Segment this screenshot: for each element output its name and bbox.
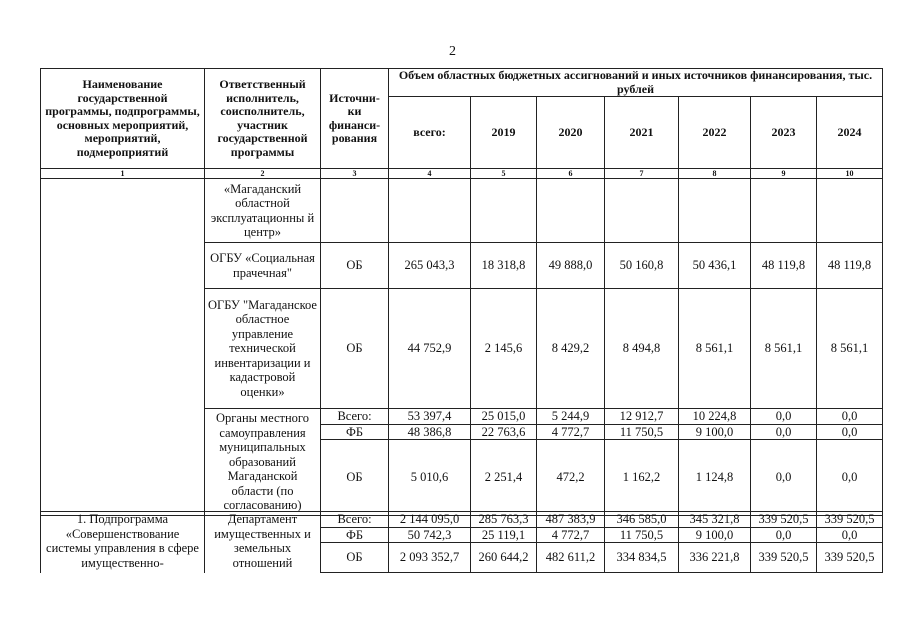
header-volume: Объем областных бюджетных ассигнований и иных источников финансирования, тыс. рублей [389,69,883,97]
value-cell: 334 834,5 [605,543,679,573]
value-cell: 48 386,8 [389,424,471,440]
value-cell: 339 520,5 [817,512,883,528]
value-cell: 10 224,8 [679,409,751,425]
value-cell: 0,0 [817,409,883,425]
header-year-2022: 2022 [679,97,751,169]
header-responsible: Ответственный исполнитель, соисполнитель, участник государственной программы [205,69,321,169]
value-cell: 8 561,1 [817,289,883,409]
value-cell: 2 144 095,0 [389,512,471,528]
value-cell: 44 752,9 [389,289,471,409]
value-cell: 0,0 [751,440,817,516]
value-cell: 2 093 352,7 [389,543,471,573]
value-cell: 25 015,0 [471,409,537,425]
value-cell: 4 772,7 [537,424,605,440]
value-cell: 339 520,5 [751,512,817,528]
value-cell: 487 383,9 [537,512,605,528]
col-number: 8 [679,169,751,179]
value-cell: 53 397,4 [389,409,471,425]
executor-cell: Департамент имущественных и земельных отношений [205,512,321,573]
source-cell: ФБ [321,527,389,543]
value-cell: 2 251,4 [471,440,537,516]
table-row [41,512,883,528]
source-cell: ОБ [321,543,389,573]
value-cell: 265 043,3 [389,243,471,289]
header-year-2024: 2024 [817,97,883,169]
col-number: 5 [471,169,537,179]
value-cell: 11 750,5 [605,527,679,543]
col-number: 1 [41,169,205,179]
header-source: Источни-ки финанси-рования [321,69,389,169]
header-year-2021: 2021 [605,97,679,169]
value-cell: 18 318,8 [471,243,537,289]
value-cell: 4 772,7 [537,527,605,543]
source-cell: Всего: [321,512,389,528]
source-cell: ОБ [321,243,389,289]
value-cell: 0,0 [751,424,817,440]
value-cell: 0,0 [751,409,817,425]
value-cell: 336 221,8 [679,543,751,573]
value-cell: 0,0 [751,527,817,543]
value-cell: 285 763,3 [471,512,537,528]
value-cell: 482 611,2 [537,543,605,573]
value-cell: 5 244,9 [537,409,605,425]
value-cell: 0,0 [817,440,883,516]
value-cell: 339 520,5 [817,543,883,573]
value-cell: 8 494,8 [605,289,679,409]
value-cell: 339 520,5 [751,543,817,573]
value-cell: 50 160,8 [605,243,679,289]
header-year-2023: 2023 [751,97,817,169]
value-cell: 12 912,7 [605,409,679,425]
value-cell: 260 644,2 [471,543,537,573]
value-cell: 1 162,2 [605,440,679,516]
col-number: 4 [389,169,471,179]
value-cell: 345 321,8 [679,512,751,528]
value-cell: 50 742,3 [389,527,471,543]
executor-cell: ОГБУ «Социальная прачечная" [205,243,321,289]
value-cell: 5 010,6 [389,440,471,516]
col-number: 10 [817,169,883,179]
value-cell: 8 561,1 [751,289,817,409]
executor-cell: ОГБУ "Магаданское областное управление технической инвентаризации и кадастровой оценки» [205,289,321,409]
col-number: 2 [205,169,321,179]
value-cell: 2 145,6 [471,289,537,409]
source-cell: ФБ [321,424,389,440]
header-year-2020: 2020 [537,97,605,169]
col-number: 3 [321,169,389,179]
value-cell: 48 119,8 [751,243,817,289]
budget-table [40,68,883,516]
budget-table-continued [40,511,883,573]
value-cell: 49 888,0 [537,243,605,289]
value-cell: 8 429,2 [537,289,605,409]
value-cell: 472,2 [537,440,605,516]
value-cell: 9 100,0 [679,424,751,440]
value-cell: 8 561,1 [679,289,751,409]
source-cell: Всего: [321,409,389,425]
value-cell: 22 763,6 [471,424,537,440]
value-cell: 1 124,8 [679,440,751,516]
source-cell: ОБ [321,440,389,516]
value-cell: 0,0 [817,527,883,543]
value-cell: 50 436,1 [679,243,751,289]
subprogram-name-cell: 1. Подпрограмма «Совершенствование системы управления в сфере имущественно- [41,512,205,573]
col-number: 6 [537,169,605,179]
value-cell: 346 585,0 [605,512,679,528]
executor-cell: Органы местного самоуправления муниципальных образований Магаданской области (по согласованию) [205,409,321,516]
header-year-2019: 2019 [471,97,537,169]
col-number: 9 [751,169,817,179]
value-cell: 25 119,1 [471,527,537,543]
col-number: 7 [605,169,679,179]
table-row [41,179,883,243]
value-cell: 48 119,8 [817,243,883,289]
value-cell: 0,0 [817,424,883,440]
value-cell: 9 100,0 [679,527,751,543]
executor-cell: «Магаданский областной эксплуатационны й центр» [205,179,321,243]
source-cell: ОБ [321,289,389,409]
program-name-cell [41,179,205,516]
header-name: Наименование государственной программы, подпрограммы, основных мероприятий, мероприятий, подмероприятий [41,69,205,169]
value-cell: 11 750,5 [605,424,679,440]
page-number: 2 [449,44,456,59]
header-total: всего: [389,97,471,169]
